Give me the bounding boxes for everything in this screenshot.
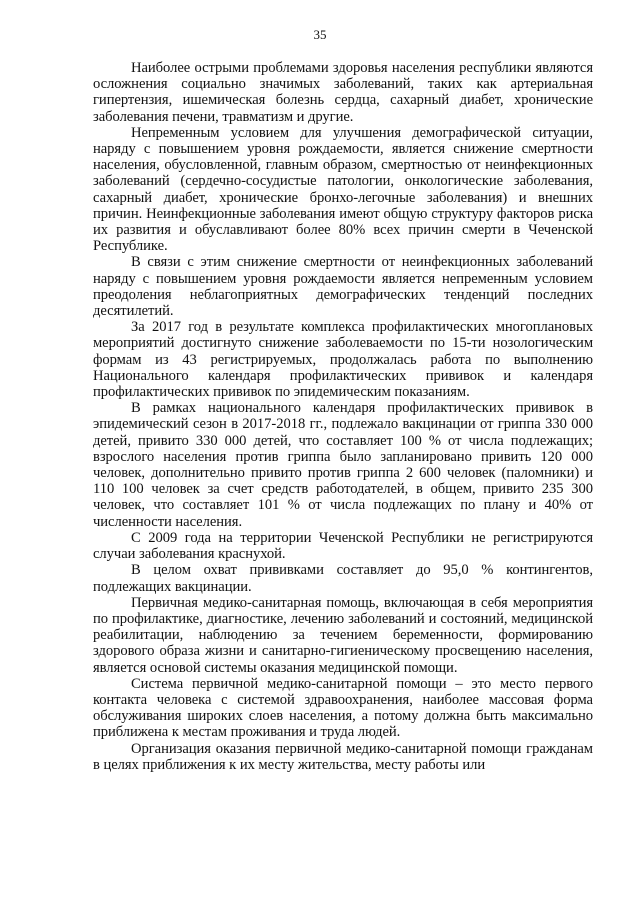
page-number: 35 [313,27,327,42]
paragraph: В рамках национального календаря профилактических прививок в эпидемический сезон в 2017-2018 гг., подлежало вакцинации от гриппа 330 000 детей, привито 330 000 детей, что составляет 100 % от числа подлежащих; взрослого населения против гриппа было запланировано привить 120 000 человек, дополнительно привито против гриппа 2 600 человек (паломники) и 110 100 человек за счет средств работодателей, в общем, привито 235 300 человек, что составляет 101 % от числа подлежащих по плану и 40% от численности населения. [93,400,593,530]
paragraph: Первичная медико-санитарная помощь, включающая в себя мероприятия по профилактике, диагностике, лечению заболеваний и состояний, медицинской реабилитации, наблюдению за течением беременности, формированию здорового образа жизни и санитарно-гигиеническому просвещению населения, является основой системы оказания медицинской помощи. [93,594,593,676]
paragraph: Система первичной медико-санитарной помощи – это место первого контакта человека с системой здравоохранения, наиболее массовая форма обслуживания широких слоев населения, а потому должна быть максимально приближена к местам проживания и труда людей. [93,675,593,741]
body-text [93,60,593,773]
paragraph: В связи с этим снижение смертности от неинфекционных заболеваний наряду с повышением уровня рождаемости является непременным условием преодоления неблагоприятных демографических тенденций последних десятилетий. [93,254,593,320]
paragraph: Наиболее острыми проблемами здоровья населения республики являются осложнения социально значимых заболеваний, таких как артериальная гипертензия, ишемическая болезнь сердца, сахарный диабет, хронические заболевания печени, травматизм и другие. [93,60,593,125]
paragraph: С 2009 года на территории Чеченской Республики не регистрируются случаи заболевания краснухой. [93,529,593,563]
paragraph: Непременным условием для улучшения демографической ситуации, наряду с повышением уровня рождаемости, является снижение смертности населения, обусловленной, главным образом, смертностью от неинфекционных заболеваний (сердечно-сосудистые патологии, онкологические заболевания, сахарный диабет, хронические бронхо-легочные заболевания) и внешних причин. Неинфекционные заболевания имеют общую структуру факторов риска их развития и обуславливают более 80% всех причин смерти в Чеченской Республике. [93,124,593,255]
paragraph: За 2017 год в результате комплекса профилактических многоплановых мероприятий достигнуто снижение заболеваемости по 15-ти нозологическим формам из 43 регистрируемых, продолжалась работа по выполнению Национального календаря профилактических прививок и календаря профилактических прививок по эпидемическим показаниям. [93,319,593,401]
paragraph: Организация оказания первичной медико-санитарной помощи гражданам в целях приближения к их месту жительства, месту работы или [93,740,593,773]
paragraph: В целом охват прививками составляет до 95,0 % контингентов, подлежащих вакцинации. [93,562,593,595]
